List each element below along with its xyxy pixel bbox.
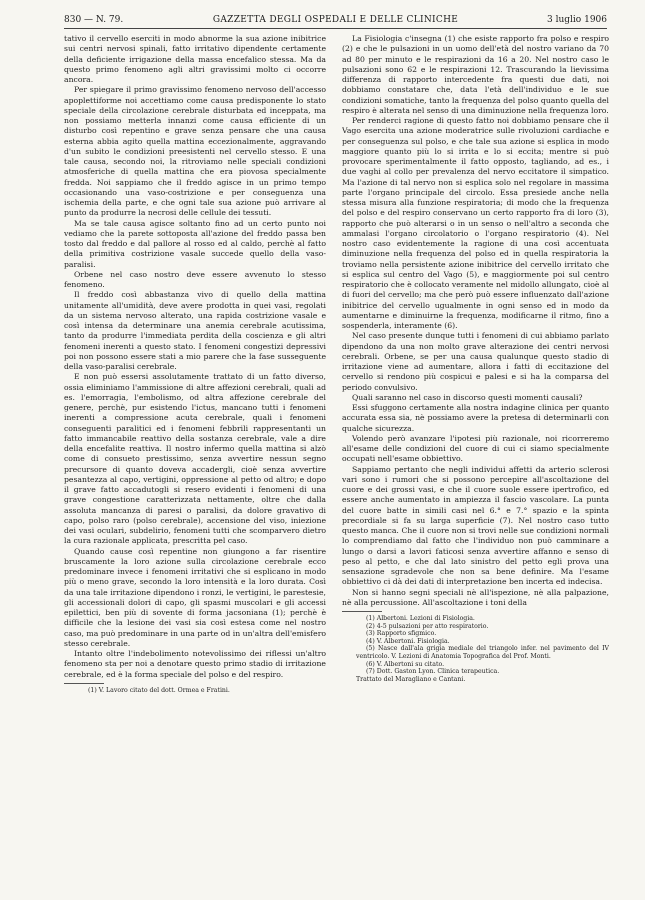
paragraph: Intanto oltre l'indebolimento notevolissimo dei riflessi un'altro fenomeno sta per noi a denotare questo primo stadio di irritazione cerebrale, ed è la forma speciale del polso e del respiro. (64, 649, 326, 679)
journal-title: GAZZETTA DEGLI OSPEDALI E DELLE CLINICHE (212, 15, 459, 25)
paragraph: E non può essersi assolutamente trattato di un fatto diverso, ossia eliminiamo l'ammissione di altre affezioni cerebrali, quali ad es. l'emorragia, l'embolismo, od altra affezione cerebrale del genere, perchè, pur esistendo l'ictus, mancano tutti i fenomeni inerenti a compressione acuta cerebrale, quali i fenomeni conseguenti paralitici ed i fenomeni febbrili rappresentanti un fatto immancabile reattivo della sostanza cerebrale, vale a dire della encefalite reattiva. Il nostro infermo quella mattina si alzò come di consueto prestissimo, senza avvertire nessun segno precursore di quanto doveva accadergli, cioè senza avvertire pesantezza al capo, vertigini, oppressione al petto od altro; e dopo il grave fatto accadutogli si resero evidenti i fenomeni di una grave congestione caratterizzata nettamente, oltre che dalla assoluta mancanza di paresi o paralisi, da dolore gravativo di capo, polso raro (polso cerebrale), accensione del viso, iniezione dei vasi oculari, subdelirio, fenomeni tutti che scomparvero dietro la cura razionale applicata, prescritta pel caso. (64, 372, 326, 546)
paragraph: Sappiamo pertanto che negli individui affetti da arterio sclerosi vari sono i rumori che si possono percepire all'ascoltazione del cuore e dei grossi vasi, e che il cuore suole essere ipertrofico, ed essere anche aumentato in ampiezza il fascio vascolare. La punta del cuore batte in simili casi nel 6.° e 7.° spazio e la spinta precordiale si fa su larga superficie (7). Nel nostro caso tutto questo manca. Che il cuore non si trovi nelle sue condizioni normali lo comprendiamo dal fatto che l'individuo non può camminare a lungo o darsi a lavori faticosi senza avvertire affanno e senso di peso al petto, e che dal lato sinistro del petto egli prova una sensazione sgradevole che non sa bene definire. Ma l'esame obbiettivo ci dà dei dati di interpretazione ben incerta ed indecisa. (342, 464, 609, 587)
paragraph: tativo il cervello eserciti in modo abnorme la sua azione inibitrice sui centri nervosi spinali, fatto irritativo dipendente certamente della deficiente irrigazione della massa encefalico stessa. Ma da questo primo fenomeno agli altri gravissimi molto ci occorre ancora. (64, 34, 326, 84)
left-column (64, 34, 326, 854)
footnote: (4) V. Albertoni. Fisiologia. (366, 637, 450, 645)
paragraph: Volendo però avanzare l'ipotesi più razionale, noi ricorreremo all'esame delle condizioni del cuore di cui ci siamo specialmente occupati nell'esame obbiettivo. (342, 433, 609, 464)
paragraph: Quali saranno nel caso in discorso questi momenti causali? (352, 392, 583, 402)
paragraph: Orbene nel caso nostro deve essere avvenuto lo stesso fenomeno. (64, 269, 326, 289)
footnote: (2) 4-5 pulsazioni per atto respiratorio. (366, 622, 489, 630)
paragraph: Ma se tale causa agisce soltanto fino ad un certo punto noi vediamo che la parete sottoposta all'azione del freddo passa ben tosto dal freddo e dal pallore al rosso ed al caldo, perchè al fatto della primitiva costrizione vasale succede quello della vaso-paralisi. (64, 218, 326, 269)
page-number: 830 — N. 79. (64, 15, 124, 25)
issue-date: 3 luglio 1906 (547, 15, 607, 25)
right-column (342, 34, 609, 854)
paragraph: Essi sfuggono certamente alla nostra indagine clinica per quanto accurata essa sia, nè possiamo avere la pretesa di determinarli con qualche sicurezza. (342, 403, 609, 433)
paragraph: Per spiegare il primo gravissimo fenomeno nervoso dell'accesso apoplettiforme noi accettiamo come causa predisponente lo stato speciale della circolazione cerebrale disturbata ed inceppata, ma non possiamo metterla innanzi come causa efficiente di un disturbo così repentino e grave senza pensare che una causa esterna abbia agito quella mattina eccezionalmente, aggravando d'un subito le condizioni preesistenti nel cervello stesso. E una tale causa, secondo noi, la ritroviamo nelle speciali condizioni atmosferiche di quella mattina che era piovosa specialmente fredda. Noi sappiamo che il freddo agisce in un primo tempo occasionando una vaso-costrizione e per conseguenza una ischemia della parte, e che ogni tale sua azione può arrivare al punto da produrre la necrosi delle cellule dei tessuti. (64, 85, 326, 218)
footnote: (1) V. Lavoro citato del dott. Ormea e Fratini. (88, 686, 230, 694)
footnote: (6) V. Albertoni su citato. (366, 660, 445, 668)
paragraph: Per renderci ragione di questo fatto noi dobbiamo pensare che il Vago esercita una azione moderatrice sulle rivoluzioni cardiache e per conseguenza sul polso, e che tale sua azione si esplica in modo maggiore quanto più lo si irrita e lo si eccita; mentre si può provocare sperimentalmente il fatto opposto, tagliando, ad es., i due vaghi al collo per prevalenza del nervo eccitatore il simpatico. Ma l'azione di tal nervo non si esplica solo nel regolare in massima parte l'organo principale del circolo. Essa presiede anche nella stessa misura alla funzione respiratoria; di modo che la frequenza del polso e del respiro conservano un certo rapporto fra di loro (3), rapporto che può alterarsi o in un senso o nell'altro a seconda che ammalasi l'organo circolatorio o l'organo respiratorio (4). Nel nostro caso evidentemente la ragione di una così accentuata diminuzione nella frequenza del polso ed in quella respiratoria la troviamo nella persistente azione inibitrice del cervello irritato che si esplica sul centro del Vago (5), e maggiormente poi sul centro respiratorio che è collocato veramente nel midollo allungato, cioè al di fuori del cervello; ma che però può essere influenzato dall'azione inibitrice del cervello ugualmente in ogni senso ed in modo da aumentarne e diminuirne la frequenza, modificarne il ritmo, fino a sospenderla, interamente (6). (342, 116, 609, 330)
paragraph: Non si hanno segni speciali nè all'ispezione, nè alla palpazione, nè alla percussione. All'ascoltazione i toni della (342, 587, 609, 607)
footnote-rule (64, 683, 104, 684)
footnote: (1) Albertoni. Lezioni di Fisiologia. (366, 615, 475, 622)
footnote-rule (342, 611, 382, 612)
paragraph: La Fisiologia c'insegna (1) che esiste rapporto fra polso e respiro (2) e che le pulsazioni in un uomo dell'età del nostro variano da 70 ad 80 per minuto e le respirazioni da 16 a 20. Nel nostro caso le pulsazioni sono 62 e le respirazioni 12. Trascurando la lievissima differenza di rapporto intercedente fra questi due dati, noi dobbiamo constatare che, data l'età dell'individuo e le sue condizioni somatiche, tanto la frequenza del polso quanto quella del respiro è alterata nel senso di una diminuzione nella frequenza loro. (342, 34, 609, 115)
footnote: (7) Dott. Gaston Lyon. Clinica terapeutica. (366, 668, 500, 676)
running-header (64, 12, 607, 29)
footnote: Trattato del Maragliano e Cantani. (356, 675, 466, 683)
paragraph: Quando cause così repentine non giungono a far risentire bruscamente la loro azione sulla circolazione cerebrale ecco predominare invece i fenomeni irritativi che si esplicano in modo più o meno grave, secondo la loro intensità e la loro durata. Così da una tale irritazione dipendono i ronzi, le vertigini, le parestesie, gli accessionali dolori di capo, gli spasmi muscolari e gli accessi epilettici, ben più di sovente di forma jacsoniana (1); perchè è difficile che la lesione dei vasi sia così estesa come nel nostro caso, ma può predominare in una parte od in un'altra dell'emisfero stesso cerebrale. (64, 546, 326, 648)
paragraph: Nel caso presente dunque tutti i fenomeni di cui abbiamo parlato dipendono da una non molto grave alterazione dei centri nervosi cerebrali. Orbene, se per una causa qualunque questo stadio di irritazione viene ad aumentare, allora i fatti di eccitazione del cervello si rendono più cospicui e palesi e si ha la comparsa del periodo convulsivo. (342, 331, 609, 392)
footnote: (3) Rapporto sfigmico. (366, 630, 437, 638)
footnote: (5) Nasce dall'ala grigia mediale del triangolo infer. nel pavimento del IV ventricolo. V. Lezioni di Anatomia Topografica del Prof. Monti. (356, 645, 609, 660)
paragraph: Il freddo così abbastanza vivo di quello della mattina unitamente all'umidità, deve avere prodotta in quei vasi, regolati da un sistema nervoso alterato, una rapida costrizione vasale e così intensa da determinare una anemia cerebrale acutissima, tanto da produrre l'immediata perdita della coscienza e gli altri fenomeni inerenti a questo stato. I fenomeni congestizi depressivi poi non possono essere stati a mio parere che la fase susseguente della vaso-paralisi cerebrale. (64, 290, 326, 371)
